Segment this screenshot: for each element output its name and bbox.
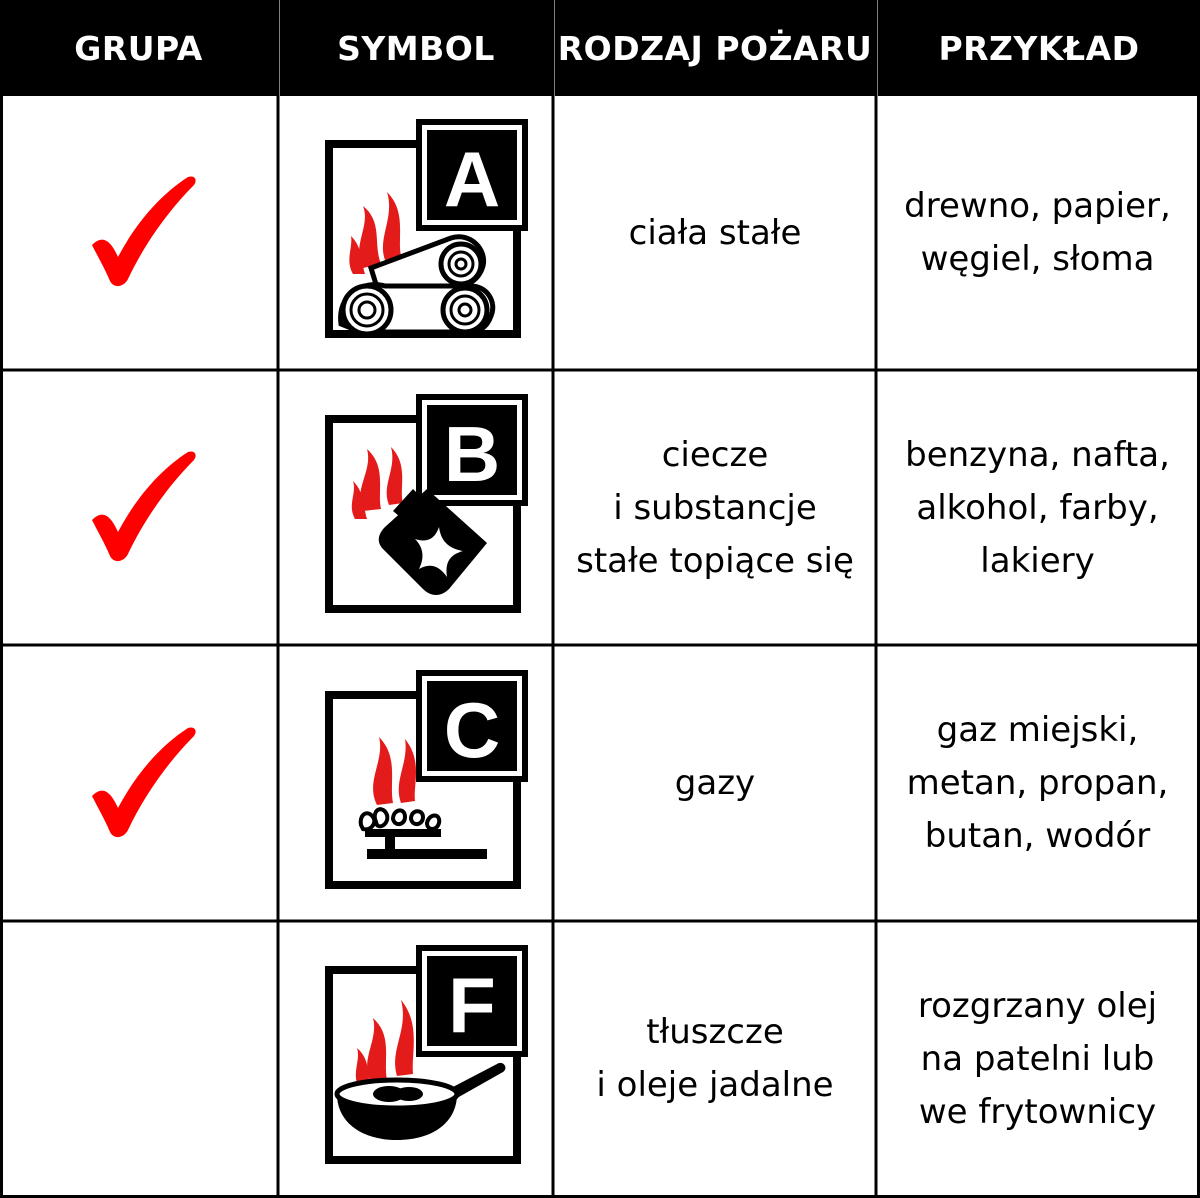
fire-type-text: ciała stałe — [628, 212, 802, 253]
row-a-rodzaj-cell — [555, 97, 875, 369]
example-text: benzyna, nafta, alkohol, farby, lakiery — [905, 434, 1170, 581]
fire-type-text: tłuszcze i oleje jadalne — [596, 1012, 834, 1105]
row-a-check-cell — [3, 97, 277, 369]
header-symbol-label: SYMBOL — [337, 28, 495, 68]
class-letter-f: F — [448, 961, 496, 1049]
fire-type-text: ciecze i substancje stałe topiące się — [576, 434, 854, 581]
row-b-przyklad-cell — [878, 372, 1197, 644]
example-text: gaz miejski, metan, propan, butan, wodór — [906, 710, 1169, 856]
example-text: drewno, papier, węgiel, słoma — [904, 186, 1171, 279]
class-letter-c: C — [443, 685, 501, 774]
row-b-check-cell — [3, 372, 277, 644]
check-icon — [80, 724, 200, 844]
header-rodzaj — [555, 0, 875, 96]
check-icon — [80, 173, 200, 293]
header-przyklad — [878, 0, 1200, 96]
row-c-przyklad-cell — [878, 647, 1197, 920]
burning-frying-pan-icon — [301, 944, 531, 1174]
header-grupa — [0, 0, 277, 96]
header-rodzaj-label: RODZAJ POŻARU — [557, 28, 873, 68]
row-b-rodzaj-cell — [555, 372, 875, 644]
row-f-symbol-cell — [280, 923, 552, 1195]
row-c-check-cell — [3, 647, 277, 920]
row-c-rodzaj-cell — [555, 647, 875, 920]
check-icon — [80, 448, 200, 568]
row-f-przyklad-cell — [878, 923, 1197, 1195]
row-b-symbol-cell — [280, 372, 552, 644]
fire-type-text: gazy — [674, 763, 756, 803]
row-a-przyklad-cell — [878, 97, 1197, 369]
header-przyklad-label: PRZYKŁAD — [938, 28, 1140, 68]
class-letter-a: A — [443, 135, 501, 223]
row-c-symbol-cell — [280, 647, 552, 920]
row-a-symbol-cell — [280, 97, 552, 369]
class-letter-b: B — [443, 410, 501, 498]
header-grupa-label: GRUPA — [74, 28, 203, 68]
burning-logs-icon — [301, 118, 531, 348]
row-f-rodzaj-cell — [555, 923, 875, 1195]
burning-canister-icon — [301, 393, 531, 623]
header-symbol — [280, 0, 552, 96]
row-f-check-cell — [3, 923, 277, 1195]
example-text: rozgrzany olej na patelni lub we frytownicy — [917, 985, 1158, 1132]
gas-burner-icon — [301, 669, 531, 899]
